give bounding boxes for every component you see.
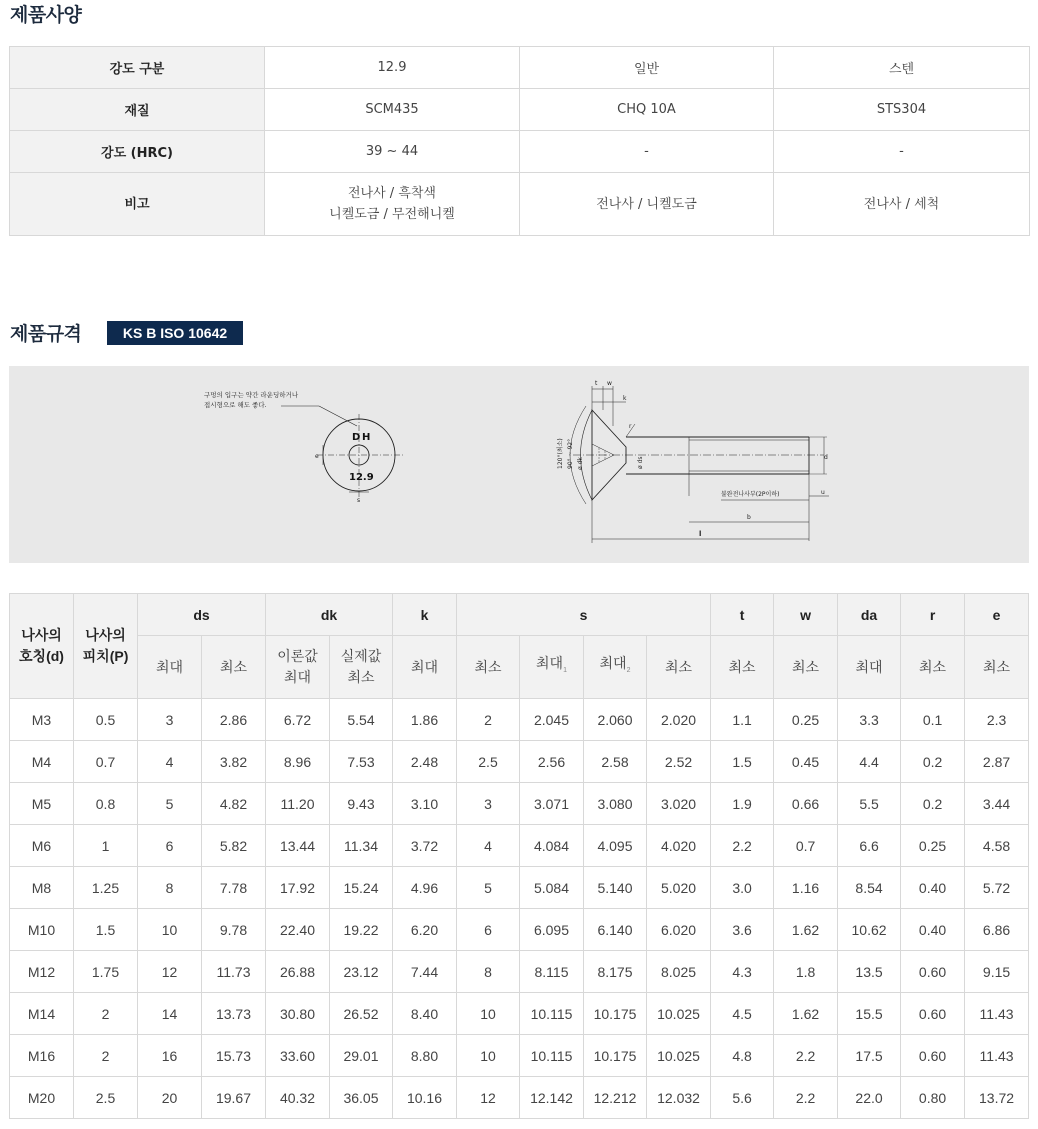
- table-row: [10, 825, 1029, 867]
- table-cell: 3: [138, 699, 202, 741]
- table-cell: 10.115: [520, 993, 584, 1035]
- table-cell: 11.73: [202, 951, 266, 993]
- dim-l-label: l: [699, 530, 702, 538]
- header-row-groups: [10, 594, 1029, 636]
- dim-d-label: d: [824, 454, 828, 461]
- table-cell: 10.16: [393, 1077, 457, 1119]
- sub-da-max: 최대: [838, 636, 901, 699]
- sub-s-max1-label: 최대: [536, 655, 564, 672]
- spec-value-line: 니켈도금 / 무전해니켈: [329, 207, 455, 222]
- dimensions-table: [9, 593, 1029, 1119]
- table-cell: 0.25: [774, 699, 838, 741]
- spec-row-material: [10, 89, 1030, 131]
- diagram-note-line2: 접시형으로 해도 좋다.: [204, 401, 267, 409]
- group-e: e: [965, 594, 1029, 636]
- bolt-side-view: [556, 380, 829, 543]
- spec-value: 전나사 / 세척: [774, 173, 1030, 236]
- table-row: [10, 993, 1029, 1035]
- table-cell: 6.72: [266, 699, 330, 741]
- table-row: [10, 909, 1029, 951]
- table-cell: 1.9: [711, 783, 774, 825]
- table-cell: 0.25: [901, 825, 965, 867]
- table-cell: 9.78: [202, 909, 266, 951]
- table-cell: 17.5: [838, 1035, 901, 1077]
- table-cell: 4.3: [711, 951, 774, 993]
- table-cell: 9.43: [330, 783, 393, 825]
- table-cell: 0.2: [901, 783, 965, 825]
- table-cell: 0.8: [74, 783, 138, 825]
- table-cell: 0.40: [901, 909, 965, 951]
- table-cell: M12: [10, 951, 74, 993]
- col-thread-nominal: [10, 594, 74, 699]
- table-cell: 3.6: [711, 909, 774, 951]
- table-cell: 10.025: [647, 993, 711, 1035]
- table-cell: 26.88: [266, 951, 330, 993]
- spec-value: 스텐: [774, 47, 1030, 89]
- table-cell: 3.020: [647, 783, 711, 825]
- table-cell: 5: [138, 783, 202, 825]
- dim-s-label: s: [357, 497, 361, 504]
- table-cell: 10.62: [838, 909, 901, 951]
- sub-dk-actual: [330, 636, 393, 699]
- table-cell: 5.140: [584, 867, 647, 909]
- spec-label: 재질: [10, 89, 265, 131]
- table-cell: 2.58: [584, 741, 647, 783]
- sub-r-min: 최소: [901, 636, 965, 699]
- bolt-drawing: [9, 366, 1029, 563]
- dim-u-label: u: [821, 489, 825, 496]
- table-cell: 1.86: [393, 699, 457, 741]
- table-row: [10, 951, 1029, 993]
- dim-k-label: k: [623, 395, 627, 402]
- table-cell: 5.084: [520, 867, 584, 909]
- table-cell: M16: [10, 1035, 74, 1077]
- table-cell: 10.115: [520, 1035, 584, 1077]
- table-cell: 10.175: [584, 1035, 647, 1077]
- table-cell: 22.40: [266, 909, 330, 951]
- table-cell: 26.52: [330, 993, 393, 1035]
- sub-e-min: 최소: [965, 636, 1029, 699]
- table-cell: 2.87: [965, 741, 1029, 783]
- table-cell: 3.071: [520, 783, 584, 825]
- table-cell: 40.32: [266, 1077, 330, 1119]
- table-cell: 2.2: [774, 1035, 838, 1077]
- table-cell: 3.3: [838, 699, 901, 741]
- table-cell: 0.60: [901, 951, 965, 993]
- table-cell: 12.212: [584, 1077, 647, 1119]
- table-cell: 3.44: [965, 783, 1029, 825]
- spec-label: 비고: [10, 173, 265, 236]
- sub-s-max2-label: 최대: [599, 655, 627, 672]
- table-cell: 8.96: [266, 741, 330, 783]
- table-cell: 0.2: [901, 741, 965, 783]
- table-cell: 3.10: [393, 783, 457, 825]
- table-row: [10, 867, 1029, 909]
- table-cell: 10.025: [647, 1035, 711, 1077]
- table-cell: 2.56: [520, 741, 584, 783]
- table-cell: 2.5: [74, 1077, 138, 1119]
- table-cell: 11.34: [330, 825, 393, 867]
- table-cell: 5.020: [647, 867, 711, 909]
- table-cell: 0.45: [774, 741, 838, 783]
- table-cell: 14: [138, 993, 202, 1035]
- table-cell: 2.3: [965, 699, 1029, 741]
- table-cell: 15.5: [838, 993, 901, 1035]
- table-cell: 4: [457, 825, 520, 867]
- table-cell: 4: [138, 741, 202, 783]
- table-cell: 4.58: [965, 825, 1029, 867]
- standard-section-title: 제품규격: [10, 323, 82, 345]
- table-cell: 0.7: [74, 741, 138, 783]
- group-s: s: [457, 594, 711, 636]
- sub-ds-max: 최대: [138, 636, 202, 699]
- sub-s-max1: [520, 636, 584, 699]
- table-cell: 33.60: [266, 1035, 330, 1077]
- table-cell: 0.66: [774, 783, 838, 825]
- group-r: r: [901, 594, 965, 636]
- spec-value: 39 ~ 44: [265, 131, 520, 173]
- table-cell: M10: [10, 909, 74, 951]
- table-cell: 5.54: [330, 699, 393, 741]
- table-cell: 7.53: [330, 741, 393, 783]
- table-cell: 29.01: [330, 1035, 393, 1077]
- table-row: [10, 1077, 1029, 1119]
- table-cell: 4.82: [202, 783, 266, 825]
- dim-r-label: r: [629, 423, 632, 430]
- spec-value: -: [520, 131, 774, 173]
- spec-value: -: [774, 131, 1030, 173]
- table-cell: M14: [10, 993, 74, 1035]
- table-cell: 5.5: [838, 783, 901, 825]
- head-mark-grade: 12.9: [349, 472, 374, 483]
- table-cell: 12: [457, 1077, 520, 1119]
- group-dk: dk: [266, 594, 393, 636]
- table-cell: 2.52: [647, 741, 711, 783]
- table-cell: M3: [10, 699, 74, 741]
- spec-value: SCM435: [265, 89, 520, 131]
- sub-k-max: 최대: [393, 636, 457, 699]
- table-cell: 2: [74, 1035, 138, 1077]
- spec-value: [265, 173, 520, 236]
- table-cell: 5.72: [965, 867, 1029, 909]
- table-cell: 8.80: [393, 1035, 457, 1077]
- table-cell: 11.43: [965, 993, 1029, 1035]
- table-cell: 12.142: [520, 1077, 584, 1119]
- angle-min-label: 120°(최소): [557, 438, 564, 469]
- table-cell: 2: [74, 993, 138, 1035]
- dim-w-label: w: [607, 380, 612, 387]
- table-cell: 0.1: [901, 699, 965, 741]
- table-cell: 13.44: [266, 825, 330, 867]
- standard-badge: KS B ISO 10642: [107, 321, 243, 345]
- table-cell: 5.6: [711, 1077, 774, 1119]
- table-cell: 36.05: [330, 1077, 393, 1119]
- table-cell: 1.5: [74, 909, 138, 951]
- table-cell: 2.2: [711, 825, 774, 867]
- table-cell: 12: [138, 951, 202, 993]
- table-cell: 6.86: [965, 909, 1029, 951]
- table-cell: 1.75: [74, 951, 138, 993]
- table-cell: 6.095: [520, 909, 584, 951]
- sub-s-max2-note: 2: [626, 666, 631, 674]
- sub-s-max1-note: 1: [563, 666, 567, 674]
- table-cell: 17.92: [266, 867, 330, 909]
- sub-dk-theory-line: 이론값: [277, 648, 318, 664]
- table-cell: 8.025: [647, 951, 711, 993]
- spec-value-line: 전나사 / 흑착색: [348, 186, 436, 201]
- table-cell: 4.084: [520, 825, 584, 867]
- angle-range-label: 90° ~ 92°: [567, 438, 574, 469]
- table-cell: 16: [138, 1035, 202, 1077]
- thread-note: 불완전나사부(2P이하): [721, 491, 780, 498]
- table-cell: 7.44: [393, 951, 457, 993]
- sub-dk-actual-line: 실제값: [340, 648, 382, 664]
- table-cell: 8.175: [584, 951, 647, 993]
- header-row-subs: [10, 636, 1029, 699]
- table-cell: M8: [10, 867, 74, 909]
- table-cell: 22.0: [838, 1077, 901, 1119]
- spec-value: 12.9: [265, 47, 520, 89]
- table-cell: 0.60: [901, 993, 965, 1035]
- table-cell: 11.43: [965, 1035, 1029, 1077]
- table-cell: 23.12: [330, 951, 393, 993]
- table-cell: 2: [457, 699, 520, 741]
- table-cell: 4.020: [647, 825, 711, 867]
- table-cell: 6.140: [584, 909, 647, 951]
- table-cell: 6: [138, 825, 202, 867]
- head-mark-h: H: [362, 432, 371, 443]
- dim-dk-label: ø dk: [577, 457, 584, 470]
- table-cell: 4.4: [838, 741, 901, 783]
- table-cell: 3.080: [584, 783, 647, 825]
- bolt-diagram: [9, 366, 1029, 563]
- table-cell: 20: [138, 1077, 202, 1119]
- spec-value: 일반: [520, 47, 774, 89]
- col-thread-pitch-line: 나사의: [85, 627, 126, 643]
- spec-value: CHQ 10A: [520, 89, 774, 131]
- table-cell: 8.54: [838, 867, 901, 909]
- col-thread-nominal-line: 호칭(d): [19, 648, 64, 664]
- group-t: t: [711, 594, 774, 636]
- table-cell: 2.5: [457, 741, 520, 783]
- table-cell: 1.5: [711, 741, 774, 783]
- table-cell: 1.62: [774, 909, 838, 951]
- table-cell: 3: [457, 783, 520, 825]
- dim-e-label: e: [315, 453, 319, 460]
- group-k: k: [393, 594, 457, 636]
- table-cell: 0.80: [901, 1077, 965, 1119]
- table-cell: 6.6: [838, 825, 901, 867]
- table-row: [10, 699, 1029, 741]
- table-cell: 15.73: [202, 1035, 266, 1077]
- dim-b-label: b: [747, 514, 751, 521]
- group-w: w: [774, 594, 838, 636]
- table-cell: 2.045: [520, 699, 584, 741]
- table-cell: 7.78: [202, 867, 266, 909]
- table-cell: 15.24: [330, 867, 393, 909]
- table-cell: 13.72: [965, 1077, 1029, 1119]
- sub-w-min: 최소: [774, 636, 838, 699]
- table-row: [10, 1035, 1029, 1077]
- head-top-view: [315, 414, 405, 504]
- sub-ds-min: 최소: [202, 636, 266, 699]
- sub-t-min: 최소: [711, 636, 774, 699]
- table-cell: 0.60: [901, 1035, 965, 1077]
- table-cell: 5.82: [202, 825, 266, 867]
- table-cell: 4.96: [393, 867, 457, 909]
- table-cell: 9.15: [965, 951, 1029, 993]
- table-cell: 1.8: [774, 951, 838, 993]
- table-cell: 10: [457, 1035, 520, 1077]
- table-cell: 1: [74, 825, 138, 867]
- col-thread-nominal-line: 나사의: [21, 627, 62, 643]
- table-cell: 8.115: [520, 951, 584, 993]
- table-cell: 11.20: [266, 783, 330, 825]
- table-cell: 1.16: [774, 867, 838, 909]
- sub-s-max2: [584, 636, 647, 699]
- spec-value: STS304: [774, 89, 1030, 131]
- spec-label: 강도 (HRC): [10, 131, 265, 173]
- spec-row-remarks: [10, 173, 1030, 236]
- sub-dk-theory-line: 최대: [283, 669, 312, 685]
- table-row: [10, 741, 1029, 783]
- table-cell: 12.032: [647, 1077, 711, 1119]
- diagram-note-line1: 구멍의 입구는 약간 라운딩하거나: [204, 391, 299, 399]
- table-cell: 4.8: [711, 1035, 774, 1077]
- table-cell: 1.62: [774, 993, 838, 1035]
- table-cell: 8.40: [393, 993, 457, 1035]
- spec-row-grade: [10, 47, 1030, 89]
- table-cell: 1.1: [711, 699, 774, 741]
- table-cell: 0.5: [74, 699, 138, 741]
- table-cell: M6: [10, 825, 74, 867]
- table-cell: 3.82: [202, 741, 266, 783]
- table-cell: 3.0: [711, 867, 774, 909]
- table-cell: 13.73: [202, 993, 266, 1035]
- table-cell: 2.2: [774, 1077, 838, 1119]
- table-cell: 19.22: [330, 909, 393, 951]
- table-cell: 30.80: [266, 993, 330, 1035]
- table-row: [10, 783, 1029, 825]
- col-thread-pitch-line: 피치(P): [82, 648, 129, 664]
- dim-ds-label: ø ds: [637, 456, 644, 469]
- spec-section-title: 제품사양: [10, 4, 82, 26]
- table-cell: 13.5: [838, 951, 901, 993]
- table-cell: 19.67: [202, 1077, 266, 1119]
- table-cell: 6: [457, 909, 520, 951]
- table-cell: 10.175: [584, 993, 647, 1035]
- table-cell: 5: [457, 867, 520, 909]
- table-cell: 10: [138, 909, 202, 951]
- table-cell: M4: [10, 741, 74, 783]
- table-cell: 8: [138, 867, 202, 909]
- group-da: da: [838, 594, 901, 636]
- table-cell: 6.020: [647, 909, 711, 951]
- sub-dk-actual-line: 최소: [347, 669, 375, 685]
- spec-table: [9, 46, 1030, 236]
- dimensions-body: [10, 699, 1029, 1119]
- spec-value: 전나사 / 니켈도금: [520, 173, 774, 236]
- table-cell: 10: [457, 993, 520, 1035]
- sub-dk-theory: [266, 636, 330, 699]
- table-cell: 4.5: [711, 993, 774, 1035]
- table-cell: M20: [10, 1077, 74, 1119]
- table-cell: 0.40: [901, 867, 965, 909]
- table-cell: M5: [10, 783, 74, 825]
- table-cell: 0.7: [774, 825, 838, 867]
- table-cell: 1.25: [74, 867, 138, 909]
- head-mark-d: D: [352, 432, 361, 443]
- table-cell: 2.020: [647, 699, 711, 741]
- table-cell: 2.060: [584, 699, 647, 741]
- sub-s-min2: 최소: [647, 636, 711, 699]
- group-ds: ds: [138, 594, 266, 636]
- table-cell: 8: [457, 951, 520, 993]
- spec-label: 강도 구분: [10, 47, 265, 89]
- table-cell: 2.48: [393, 741, 457, 783]
- sub-s-min: 최소: [457, 636, 520, 699]
- table-cell: 4.095: [584, 825, 647, 867]
- dim-t-label: t: [595, 380, 598, 387]
- col-thread-pitch: [74, 594, 138, 699]
- spec-row-hardness: [10, 131, 1030, 173]
- table-cell: 3.72: [393, 825, 457, 867]
- table-cell: 6.20: [393, 909, 457, 951]
- table-cell: 2.86: [202, 699, 266, 741]
